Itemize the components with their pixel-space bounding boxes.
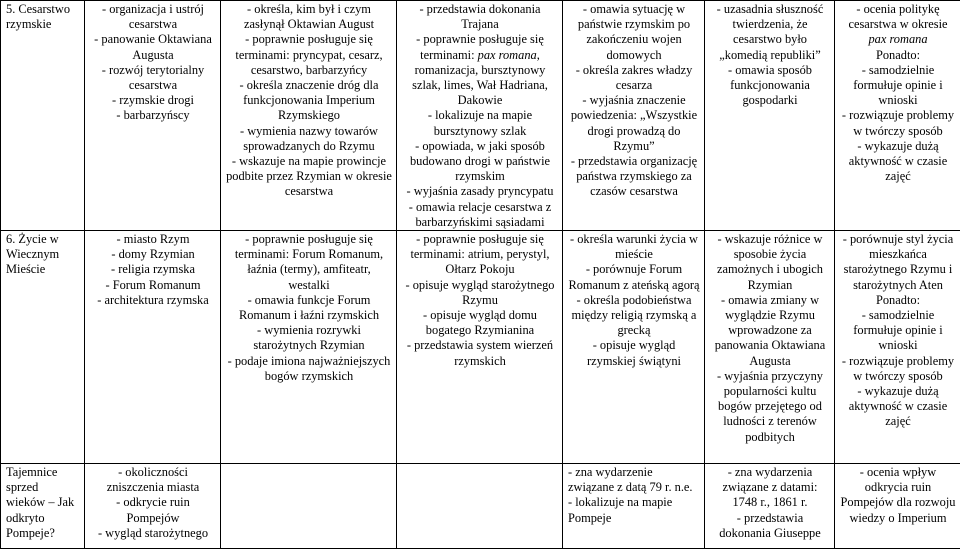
requirement-text: - określa warunki życia w mieście - porównuje Forum Romanum z ateńską agorą - określa podobieństwa między religią rzymską a grecką - opisuje wygląd rzymskiej świątyni (568, 232, 700, 369)
topic-cell (1, 1, 85, 231)
requirement-cell-6 (705, 231, 835, 464)
content-cell (85, 464, 221, 549)
requirement-text: - poprawnie posługuje się terminami: atrium, perystyl, Ołtarz Pokoju - opisuje wygląd starożytnego Rzymu - opisuje wygląd domu bogatego Rzymianina - przedstawia system wierzeń rzymskich (402, 232, 558, 369)
content-text: - okoliczności zniszczenia miasta - odkrycie ruin Pompejów - wygląd starożytnego (90, 465, 216, 541)
requirement-cell-7 (835, 464, 960, 549)
table-row (1, 231, 960, 464)
topic-text: 5. Cesarstwo rzymskie (6, 2, 80, 32)
requirement-text: - ocenia politykę cesarstwa w okresie (848, 2, 947, 31)
requirement-text: - uzasadnia słuszność twierdzenia, że cesarstwo było „komedią republiki” - omawia sposób funkcjonowania gospodarki (710, 2, 830, 108)
requirement-text: - omawia sytuację w państwie rzymskim po zakończeniu wojen domowych - określa zakres władzy cesarza - wyjaśnia znaczenie powiedzenia: „Wszystkie drogi prowadzą do Rzymu” - przedstawia organizację państwa rzymskiego za czasów cesarstwa (568, 2, 700, 200)
topic-text: 6. Życie w Wiecznym Mieście (6, 232, 80, 278)
requirement-cell-4 (397, 231, 563, 464)
requirement-cell-5 (563, 464, 705, 549)
requirement-text: - porównuje styl życia mieszkańca starożytnego Rzymu i starożytnych Aten Ponadto: - samodzielnie formułuje opinie i wnioski - rozwiązuje problemy w twórczy sposób - wykazuje dużą aktywność w czasie zajęć (840, 232, 956, 430)
table-row (1, 1, 960, 231)
requirement-text: , romanizacja, bursztynowy szlak, limes, Wał Hadriana, Dakowie - lokalizuje na mapie bursztynowy szlak - opowiada, w jaki sposób budowano drogi w państwie rzymskim - wyjaśnia zasady pryncypatu - omawia relacje cesarstwa z barbarzyńskimi sąsiadami (407, 48, 554, 229)
requirement-cell-3 (221, 1, 397, 231)
requirement-cell-5 (563, 231, 705, 464)
requirement-text: - określa, kim był i czym zasłynął Oktawian August - poprawnie posługuje się terminami: pryncypat, cesarz, cesarstwo, barbarzyńcy - określa znaczenie dróg dla funkcjonowania Imperium Rzymskiego - wymienia nazwy towarów sprowadzanych do Rzymu - wskazuje na mapie prowincje podbite przez Rzymian w okresie cesarstwa (226, 2, 392, 200)
requirement-italic-term: pax romana (478, 48, 537, 62)
requirement-text: - wskazuje różnice w sposobie życia zamożnych i ubogich Rzymian - omawia zmiany w wyglądzie Rzymu wprowadzone za panowania Oktawiana Augusta - wyjaśnia przyczyny popularności kultu bogów przejętego od ludności z terenów podbitych (710, 232, 830, 445)
requirement-text: - ocenia wpływ odkrycia ruin Pompejów dla rozwoju wiedzy o Imperium (840, 465, 956, 526)
requirement-cell-6 (705, 464, 835, 549)
content-cell (85, 1, 221, 231)
requirement-cell-3 (221, 464, 397, 549)
topic-text: Tajemnice sprzed wieków – Jak odkryto Pompeje? (6, 465, 80, 541)
requirement-cell-7 (835, 231, 960, 464)
requirement-text: Ponadto: - samodzielnie formułuje opinie i wnioski - rozwiązuje problemy w twórczy sposób - wykazuje dużą aktywność w czasie zajęć (842, 48, 954, 184)
topic-cell (1, 464, 85, 549)
requirement-cell-4 (397, 1, 563, 231)
requirement-cell-6 (705, 1, 835, 231)
requirement-italic-term: pax romana (868, 32, 927, 46)
requirement-cell-5 (563, 1, 705, 231)
content-text: - organizacja i ustrój cesarstwa - panowanie Oktawiana Augusta - rozwój terytorialny cesarstwa - rzymskie drogi - barbarzyńscy (90, 2, 216, 124)
requirement-text: - zna wydarzenie związane z datą 79 r. n.e. - lokalizuje na mapie Pompeje (568, 465, 700, 526)
requirement-cell-3 (221, 231, 397, 464)
requirement-text: - przedstawia dokonania Trajana - poprawnie posługuje się terminami: (416, 2, 544, 62)
requirement-text: - poprawnie posługuje się terminami: Forum Romanum, łaźnia (termy), amfiteatr, westalki - omawia funkcje Forum Romanum i łaźni rzymskich - wymienia rozrywki starożytnych Rzymian - podaje imiona najważniejszych bogów rzymskich (226, 232, 392, 384)
content-text: - miasto Rzym - domy Rzymian - religia rzymska - Forum Romanum - architektura rzymska (90, 232, 216, 308)
table-row (1, 464, 960, 549)
requirement-cell-7 (835, 1, 960, 231)
requirement-text: - zna wydarzenia związane z datami: 1748 r., 1861 r. - przedstawia dokonania Giuseppe (710, 465, 830, 541)
content-cell (85, 231, 221, 464)
requirement-cell-4 (397, 464, 563, 549)
topic-cell (1, 231, 85, 464)
